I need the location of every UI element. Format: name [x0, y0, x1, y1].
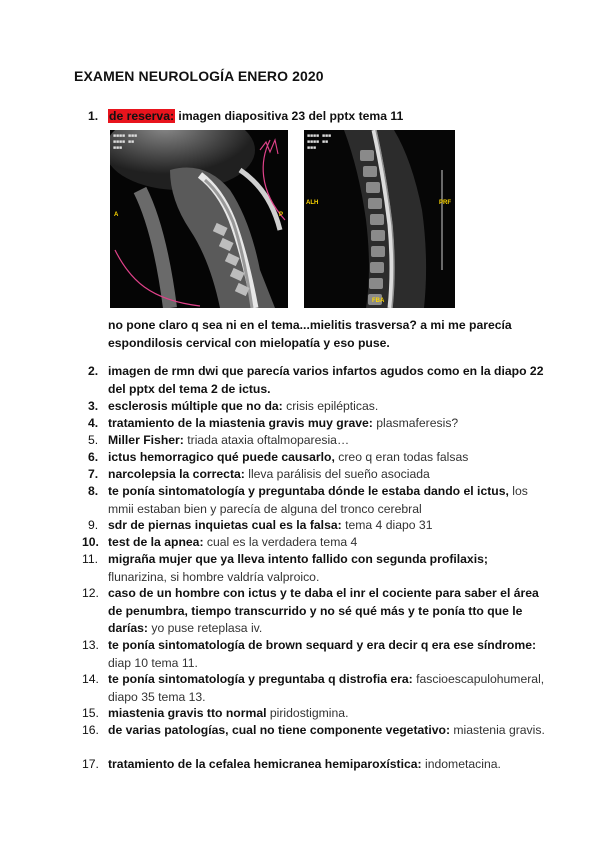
page-title: EXAMEN NEUROLOGÍA ENERO 2020 — [74, 68, 324, 84]
item-number: 3. — [88, 399, 99, 413]
item-number: 6. — [88, 450, 99, 464]
item-text — [108, 534, 548, 552]
item-answer-text: plasmaferesis? — [372, 416, 459, 430]
item-number: 12. — [82, 586, 99, 600]
item-number: 1. — [88, 109, 99, 123]
question-1-comment: no pone claro q sea ni en el tema...mielitis trasversa? a mi me parecía espondilosis cervical con mielopatía y eso puse. — [108, 318, 512, 350]
item-text — [108, 415, 548, 433]
item-answer-text: yo puse reteplasa iv. — [147, 621, 263, 636]
item-answer-text: crisis epilépticas. — [282, 399, 379, 413]
orientation-label-alh: ALH — [306, 200, 319, 206]
item-number: 15. — [82, 706, 99, 720]
item-text — [108, 637, 548, 672]
item-text — [108, 585, 548, 638]
item-text — [108, 363, 548, 398]
mri-metadata-text: ■■■■ ■■■ ■■■■ ■■ ■■■ — [113, 133, 138, 151]
item-number: 5. — [88, 433, 99, 447]
item-bold-text: de varias patologías, cual no tiene componente vegetativo: — [108, 723, 451, 737]
orientation-label-prf: PRF — [439, 200, 451, 206]
item-bold-text: tratamiento de la cefalea hemicranea hemiparoxística: — [108, 757, 422, 771]
item-answer-text: diap 10 tema 11. — [108, 655, 198, 670]
item-bold-text: miastenia gravis tto normal — [108, 706, 267, 720]
highlight-label: de reserva: — [109, 109, 175, 123]
item-bold-text: Miller Fisher: — [108, 433, 184, 447]
item-number: 8. — [88, 484, 99, 498]
item-bold-text: te ponía sintomatología y preguntaba dónde le estaba dando el ictus, — [108, 484, 509, 498]
item-number: 7. — [88, 467, 99, 481]
item-bold-text: te ponía sintomatología de brown sequard y era decir q era ese síndrome: — [108, 638, 537, 652]
item-text — [108, 432, 548, 450]
orientation-label-fba: FBA — [372, 298, 385, 304]
item-bold-text: sdr de piernas inquietas cual es la falsa: — [108, 518, 342, 532]
item-bold-text: esclerosis múltiple que no da: — [108, 399, 283, 413]
item-answer-text: flunarizina, si hombre valdría valproico. — [108, 569, 320, 584]
orientation-label-a: A — [114, 212, 119, 218]
item-answer-text: triada ataxia oftalmoparesia… — [183, 433, 350, 447]
item-number: 11. — [82, 552, 99, 566]
item-number: 16. — [82, 723, 99, 737]
item-bold-text: test de la apnea: — [108, 535, 204, 549]
item-bold-text: ictus hemorragico qué puede causarlo, — [108, 450, 335, 464]
item-number: 14. — [82, 672, 99, 686]
mri-spine-graphic — [304, 130, 455, 308]
item-text — [108, 398, 548, 416]
item-text — [108, 705, 548, 723]
item-number: 13. — [82, 638, 99, 652]
item-text — [108, 483, 548, 518]
item-number: 2. — [88, 364, 99, 378]
item-bold-text: migraña mujer que ya lleva intento fallido con segunda profilaxis; — [108, 552, 488, 566]
mri-metadata-text: ■■■■ ■■■ ■■■■ ■■ ■■■ — [307, 133, 332, 151]
item-text — [108, 466, 548, 484]
item-answer-text: cual es la verdadera tema 4 — [203, 535, 358, 549]
item-bold-text: caso de un hombre con ictus y te daba el inr el cociente para saber el área de penumbra, tiempo transcurrido y no sé qué más y te ponía tto que le darías: — [108, 586, 539, 636]
item-text — [108, 551, 548, 586]
mri-sagittal-cervical-image — [110, 130, 288, 308]
item-bold-text: te ponía sintomatología y preguntaba q distrofia era: — [108, 672, 413, 686]
item-number: 10. — [82, 535, 99, 549]
mri-sagittal-spine-image — [304, 130, 455, 308]
item-answer-text: lleva parálisis del sueño asociada — [244, 467, 430, 481]
item-answer-text: los mmii estaban bien y parecía de alguna del tronco cerebral — [108, 484, 528, 516]
item-text — [108, 722, 548, 740]
item-answer-text: creo q eran todas falsas — [334, 450, 469, 464]
item-number: 9. — [88, 518, 99, 532]
item-number: 17. — [82, 757, 99, 771]
item-bold-text: imagen diapositiva 23 del pptx tema 11 — [175, 109, 404, 123]
orientation-label-p: P — [279, 212, 284, 218]
item-text — [108, 449, 548, 467]
mri-sagittal-graphic — [110, 130, 288, 308]
item-text — [108, 756, 548, 774]
item-answer-text: indometacina. — [421, 757, 501, 771]
item-bold-text: imagen de rmn dwi que parecía varios infartos agudos como en la diapo 22 del pptx del tema 2 de ictus. — [108, 364, 544, 396]
item-answer-text: tema 4 diapo 31 — [341, 518, 433, 532]
item-text — [108, 517, 548, 535]
item-answer-text: fascioescapulohumeral, diapo 35 tema 13. — [108, 672, 545, 704]
item-text — [108, 108, 548, 126]
item-answer-text: miastenia gravis. — [450, 723, 545, 737]
item-bold-text: tratamiento de la miastenia gravis muy grave: — [108, 416, 373, 430]
item-text — [108, 671, 548, 706]
item-bold-text: narcolepsia la correcta: — [108, 467, 245, 481]
item-answer-text: piridostigmina. — [266, 706, 349, 720]
item-number: 4. — [88, 416, 99, 430]
